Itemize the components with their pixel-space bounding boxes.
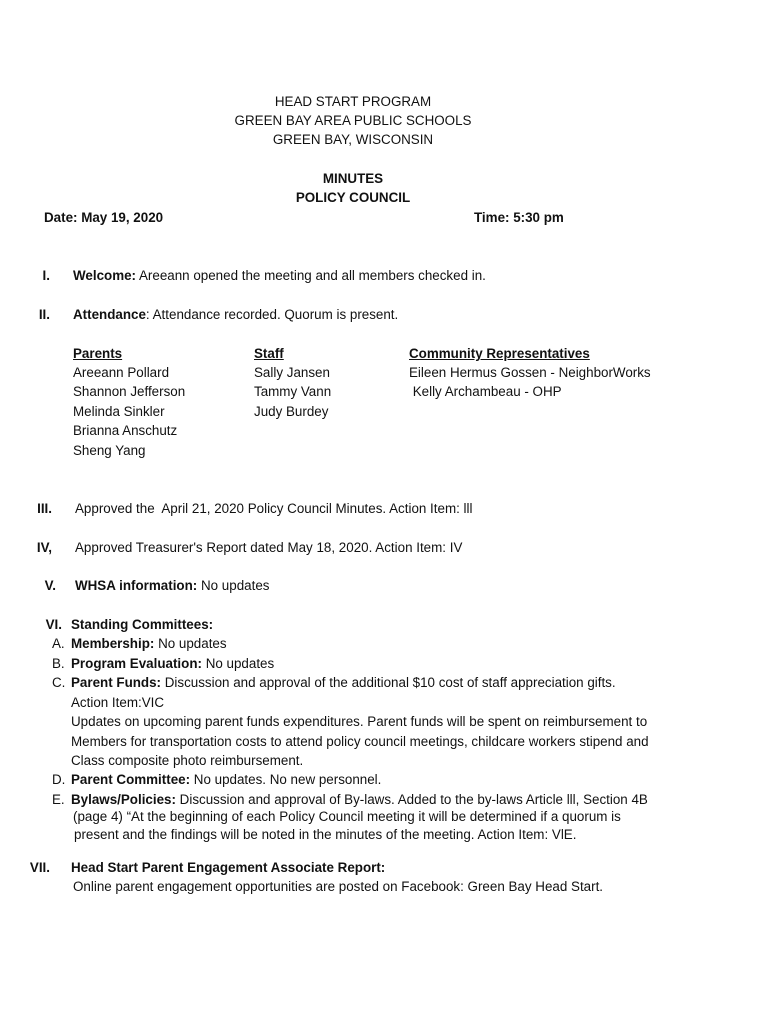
list-item: Tammy Vann — [254, 384, 332, 399]
list-item: Judy Burdey — [254, 404, 329, 419]
committee-letter: C. — [52, 675, 66, 690]
section-number: IV, — [36, 540, 52, 555]
committee-letter: A. — [52, 636, 65, 651]
committee-text-line: Members for transportation costs to attend policy council meetings, childcare workers stipend and — [71, 734, 649, 749]
list-item: Areeann Pollard — [73, 365, 170, 380]
section-number: VII. — [29, 860, 50, 875]
section-label: Attendance — [73, 307, 146, 322]
committee-program-evaluation — [71, 654, 274, 673]
section-welcome — [73, 266, 486, 285]
committee-text: Discussion and approval of the additional $10 cost of staff appreciation gifts. — [161, 675, 616, 690]
header-location: GREEN BAY, WISCONSIN — [272, 132, 434, 147]
list-item: Sally Jansen — [254, 365, 330, 380]
committee-text: No updates — [154, 636, 227, 651]
meeting-date: Date: May 19, 2020 — [44, 210, 164, 225]
committee-label: Program Evaluation: — [71, 656, 202, 671]
list-item: Shannon Jefferson — [73, 384, 186, 399]
committee-letter: B. — [52, 656, 65, 671]
committee-membership — [71, 634, 227, 653]
committee-letter: D. — [52, 772, 66, 787]
section-parent-engagement: Head Start Parent Engagement Associate Report: — [71, 860, 386, 875]
header-program: HEAD START PROGRAM — [274, 94, 432, 109]
doc-subtitle: POLICY COUNCIL — [295, 190, 411, 205]
committee-text-line: present and the findings will be noted in the minutes of the meeting. Action Item: VlE. — [74, 827, 577, 842]
committee-text: No updates — [201, 656, 275, 671]
committee-parent-funds — [71, 673, 616, 692]
committee-text-line: (page 4) “At the beginning of each Policy Council meeting it will be determined if a quorum is — [73, 809, 621, 824]
committee-letter: E. — [52, 792, 65, 807]
committee-label: Parent Committee: — [71, 772, 191, 787]
parents-header: Parents — [73, 346, 123, 361]
list-item: Brianna Anschutz — [73, 423, 178, 438]
committee-text-line: Action Item:VIC — [71, 695, 165, 710]
section-attendance — [73, 305, 398, 324]
committee-label: Membership: — [71, 636, 155, 651]
list-item: Kelly Archambeau - OHP — [409, 384, 562, 399]
section-number: V. — [44, 578, 56, 593]
committee-text: Discussion and approval of By-laws. Added to the by-laws Article lll, Section 4B — [175, 792, 648, 807]
community-header: Community Representatives — [409, 346, 590, 361]
list-item: Melinda Sinkler — [73, 404, 165, 419]
committee-text: No updates. No new personnel. — [190, 772, 382, 787]
section-text: Online parent engagement opportunities are posted on Facebook: Green Bay Head Start. — [73, 879, 604, 894]
staff-header: Staff — [254, 346, 284, 361]
committee-text-line: Updates on upcoming parent funds expenditures. Parent funds will be spent on reimbursement to — [71, 714, 648, 729]
section-treasurer-report: Approved Treasurer's Report dated May 18, 2020. Action Item: IV — [75, 540, 463, 555]
section-number: I. — [42, 268, 50, 283]
section-number: III. — [37, 501, 52, 516]
committee-parent-committee — [71, 770, 381, 789]
list-item: Eileen Hermus Gossen - NeighborWorks — [409, 365, 651, 380]
committee-label: Parent Funds: — [71, 675, 162, 690]
section-whsa — [75, 576, 269, 595]
section-label: Welcome: — [73, 268, 137, 283]
list-item: Sheng Yang — [73, 443, 146, 458]
section-number: II. — [38, 307, 50, 322]
section-text: Areeann opened the meeting and all members checked in. — [136, 268, 486, 283]
section-label: WHSA information: — [75, 578, 198, 593]
section-standing-committees: Standing Committees: — [71, 617, 214, 632]
doc-title: MINUTES — [322, 171, 384, 186]
section-text: No updates — [197, 578, 270, 593]
committee-text-line: Class composite photo reimbursement. — [71, 753, 304, 768]
header-district: GREEN BAY AREA PUBLIC SCHOOLS — [234, 113, 472, 128]
committee-label: Bylaws/Policies: — [71, 792, 176, 807]
section-text: : Attendance recorded. Quorum is present. — [145, 307, 399, 322]
meeting-time: Time: 5:30 pm — [474, 210, 564, 225]
section-minutes-approval: Approved the April 21, 2020 Policy Council Minutes. Action Item: lll — [75, 501, 473, 516]
section-number: VI. — [45, 617, 62, 632]
